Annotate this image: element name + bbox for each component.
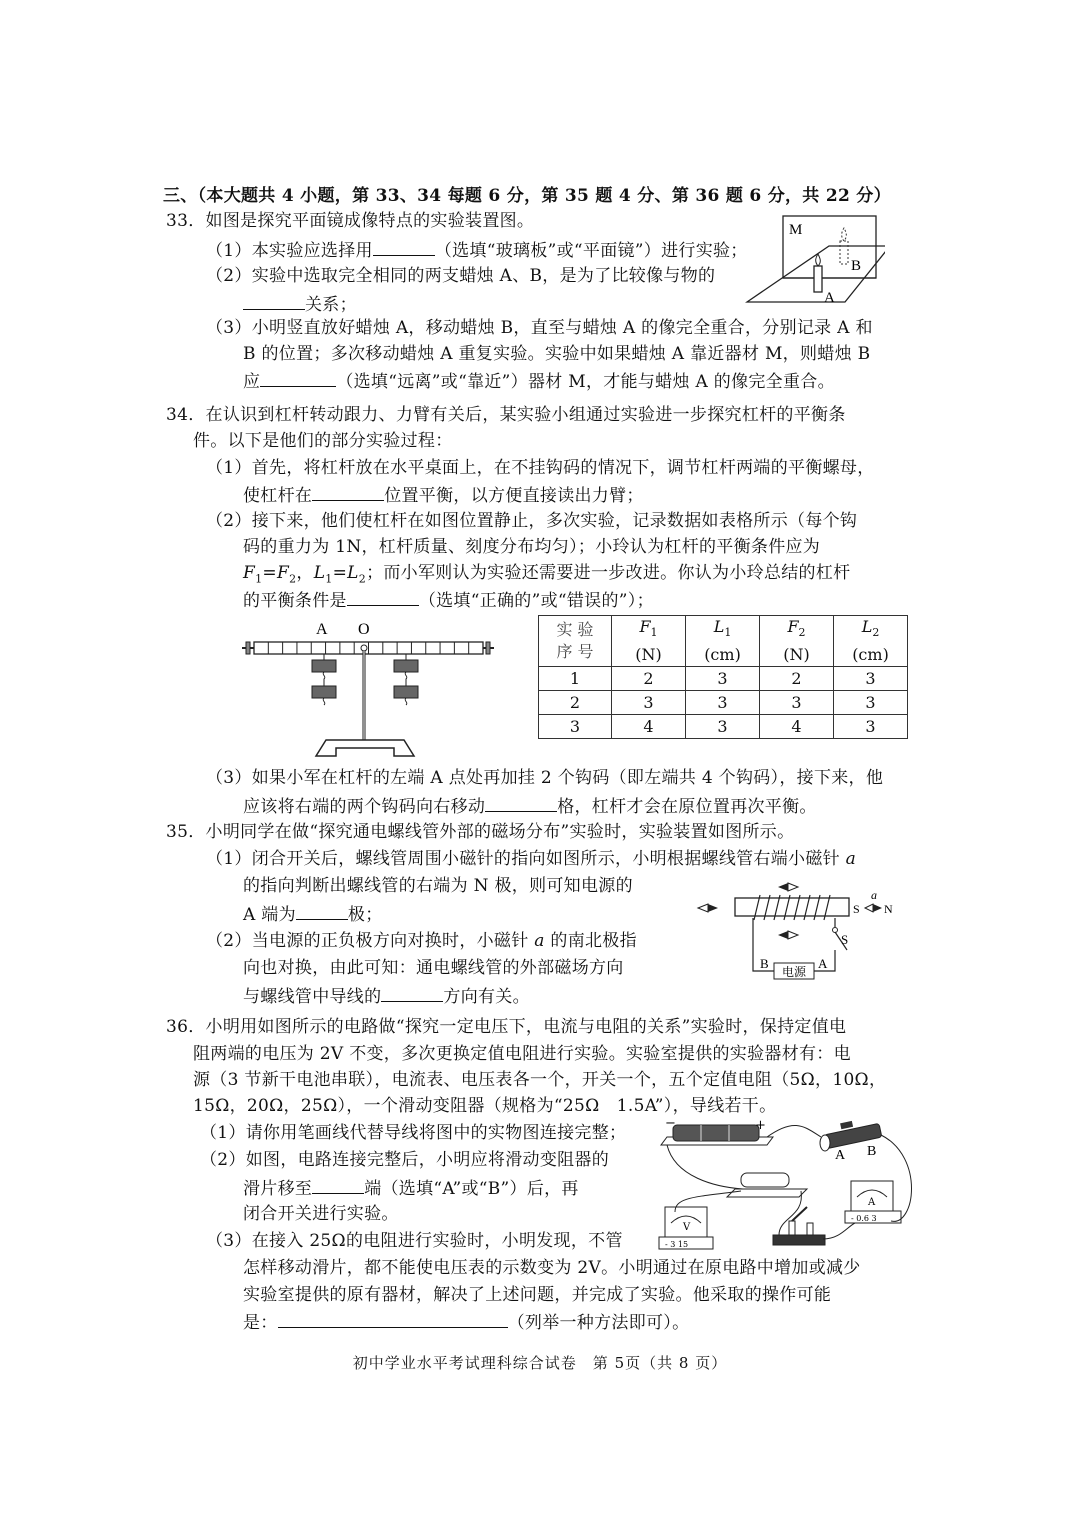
fixed-resistor <box>741 1173 789 1187</box>
header-cell: 实 验 序 号 <box>539 616 612 667</box>
q34-stem-line2: 件。以下是他们的部分实验过程： <box>193 431 453 451</box>
solenoid-core <box>735 898 849 916</box>
label-s-pole: S <box>853 902 860 916</box>
svg-text:A: A <box>868 1197 876 1208</box>
sliding-rheostat <box>820 1121 882 1163</box>
q33-part2-line2: 关系； <box>243 291 357 317</box>
label-needle-a: a <box>871 888 877 902</box>
table-row: 3 4 3 4 3 <box>539 715 908 739</box>
q35-stem: 35．小明同学在做“探究通电螺线管外部的磁场分布”实验时，实验装置如图所示。 <box>166 822 795 842</box>
left-weights <box>312 654 336 705</box>
q33-part3-line3: 应 （选填“远离”或“靠近”）器材 M，才能与蜡烛 A 的像完全重合。 <box>243 368 835 394</box>
candle-a <box>814 266 822 292</box>
q34-part1-line2: 使杠杆在 位置平衡，以方便直接读出力臂； <box>243 482 644 508</box>
knife-switch <box>773 1207 825 1245</box>
lever-stand-base <box>316 740 414 756</box>
q36-line4: 15Ω，20Ω，25Ω），一个滑动变阻器（规格为“25Ω 1.5A”），导线若干。 <box>193 1096 777 1116</box>
switch-pivot <box>833 928 838 933</box>
q36-answer-blank-1[interactable] <box>312 1175 364 1194</box>
q36-line2: 阻两端的电压为 2V 不变，多次更换定值电阻进行实验。实验室提供的实验器材有：电 <box>193 1044 851 1064</box>
q35-part1-line1: （1）闭合开关后，螺线管周围小磁针的指向如图所示，小明根据螺线管右端小磁针 a <box>206 849 857 869</box>
label-m: M <box>789 222 803 238</box>
lever-data-table <box>538 615 908 739</box>
q35-answer-blank-2[interactable] <box>381 983 443 1002</box>
svg-text:- 3 15: - 3 15 <box>665 1240 689 1249</box>
rheostat-label-a: A <box>835 1148 846 1163</box>
candle-b <box>840 241 848 264</box>
q36-part2-line2: 滑片移至 端（选填“A”或“B”）后，再 <box>243 1175 579 1201</box>
q34-part2-line1: （2）接下来，他们使杠杆在如图位置静止，多次实验，记录数据如表格所示（每个钩 <box>206 511 858 531</box>
q34-part3-line2: 应该将右端的两个钩码向右移动 格，杠杆才会在原位置再次平衡。 <box>243 793 817 819</box>
candle-a-flame <box>816 254 821 266</box>
label-switch: S <box>841 932 849 947</box>
q33-part1: （1）本实验应选择用 （选填“玻璃板”或“平面镜”）进行实验； <box>206 237 748 263</box>
svg-text:V: V <box>683 1222 691 1233</box>
q35-part1-line2: 的指向判断出螺线管的右端为 N 极，则可知电源的 <box>243 876 633 896</box>
q36-part2-line3: 闭合开关进行实验。 <box>243 1204 399 1224</box>
battery-minus: − <box>665 1117 676 1131</box>
q33-part2: （2）实验中选取完全相同的两支蜡烛 A、B，是为了比较像与物的 <box>206 266 716 286</box>
q33-part3-line2: B 的位置；多次移动蜡烛 A 重复实验。实验中如果蜡烛 A 靠近器材 M，则蜡烛 B <box>243 344 871 364</box>
ammeter <box>845 1181 901 1223</box>
q33-answer-blank-1[interactable] <box>373 237 435 256</box>
header-cell: $F_2$ (N) <box>760 616 834 667</box>
label-b-end: B <box>760 956 769 971</box>
table-header-row <box>539 616 908 667</box>
q36-part1: （1）请你用笔画线代替导线将图中的实物图连接完整； <box>200 1123 627 1143</box>
resistor-base <box>727 1189 807 1197</box>
header-cell: $F_1$ (N) <box>612 616 686 667</box>
lever-bar <box>254 642 483 654</box>
label-o: O <box>358 621 370 638</box>
q34-part1-line1: （1）首先，将杠杆放在水平桌面上，在不挂钩码的情况下，调节杠杆两端的平衡螺母， <box>206 458 875 478</box>
q34-part2-line3: $F_1=F_2$，$L_1=L_2$；而小军则认为实验还需要进一步改进。你认为小玲总结的杠杆 <box>243 563 851 586</box>
label-a: A <box>316 621 328 638</box>
q35-part2-line3: 与螺线管中导线的 方向有关。 <box>243 983 530 1009</box>
q36-part2-line1: （2）如图，电路连接完整后，小明应将滑动变阻器的 <box>200 1150 610 1170</box>
q36-part3-line1: （3）在接入 25Ω的电阻进行实验时，小明发现，不管 <box>206 1231 623 1251</box>
rheostat-label-b: B <box>867 1144 877 1159</box>
label-b: B <box>851 258 862 274</box>
q34-part2-line4: 的平衡条件是 （选填“正确的”或“错误的”）； <box>243 587 654 613</box>
lever-figure <box>238 618 498 758</box>
q33-part3-line1: （3）小明竖直放好蜡烛 A，移动蜡烛 B，直至与蜡烛 A 的像完全重合，分别记录 A 和 <box>206 318 873 338</box>
q36-line1: 36．小明用如图所示的电路做“探究一定电压下，电流与电阻的关系”实验时，保持定值电 <box>166 1017 847 1037</box>
label-a-end: A <box>818 956 828 971</box>
q33-answer-blank-3[interactable] <box>260 368 336 387</box>
svg-text:- 0.6 3: - 0.6 3 <box>851 1214 877 1223</box>
table-row: 2 3 3 3 3 <box>539 691 908 715</box>
header-cell: $L_2$ (cm) <box>834 616 908 667</box>
q34-answer-blank-3[interactable] <box>485 793 557 812</box>
label-a: A <box>824 290 835 306</box>
table-row: 1 2 3 2 3 <box>539 667 908 691</box>
power-label: 电源 <box>781 965 807 979</box>
right-weights <box>394 654 418 705</box>
battery-cells <box>673 1125 759 1141</box>
section-heading: 三、（本大题共 4 小题，第 33、34 每题 6 分，第 35 题 4 分、第 36 题 6 分，共 22 分） <box>163 186 891 206</box>
battery-plus: + <box>755 1118 766 1133</box>
q34-answer-blank-2[interactable] <box>347 587 419 606</box>
q33-stem: 33．如图是探究平面镜成像特点的实验装置图。 <box>166 211 535 231</box>
plane-mirror-figure <box>745 214 885 306</box>
q36-part3-line2: 怎样移动滑片，都不能使电压表的示数变为 2V。小明通过在原电路中增加或减少 <box>243 1258 861 1278</box>
q34-answer-blank-1[interactable] <box>312 482 384 501</box>
q35-answer-blank-1[interactable] <box>296 901 348 920</box>
header-cell: $L_1$ (cm) <box>686 616 760 667</box>
q34-part3-line1: （3）如果小军在杠杆的左端 A 点处再加挂 2 个钩码（即左端共 4 个钩码），接下来，他 <box>206 768 884 788</box>
page-footer: 初中学业水平考试理科综合试卷 第 5页（共 8 页） <box>352 1354 728 1372</box>
circuit-figure <box>655 1117 920 1253</box>
q36-line3: 源（3 节新干电池串联），电流表、电压表各一个，开关一个，五个定值电阻（5Ω，10Ω， <box>193 1070 887 1090</box>
q36-answer-blank-2[interactable] <box>278 1309 508 1328</box>
voltmeter <box>659 1207 713 1249</box>
q34-part2-line2: 码的重力为 1N，杠杆质量、刻度分布均匀）；小玲认为杠杆的平衡条件应为 <box>243 537 821 557</box>
q36-part3-line4: 是： （列举一种方法即可）。 <box>243 1309 689 1335</box>
solenoid-figure <box>690 880 920 980</box>
label-n-pole: N <box>884 902 893 916</box>
q35-part2-line1: （2）当电源的正负极方向对换时，小磁针 a 的南北极指 <box>206 931 637 951</box>
q35-part1-line3: A 端为 极； <box>243 901 383 927</box>
q33-answer-blank-2[interactable] <box>243 291 305 310</box>
q36-part3-line3: 实验室提供的原有器材，解决了上述问题，并完成了实验。他采取的操作可能 <box>243 1285 832 1305</box>
candle-b-flame <box>842 228 847 241</box>
q35-part2-line2: 向也对换，由此可知：通电螺线管的外部磁场方向 <box>243 958 624 978</box>
q34-stem-line1: 34．在认识到杠杆转动跟力、力臂有关后，某实验小组通过实验进一步探究杠杆的平衡条 <box>166 405 846 425</box>
formula: $F_1=F_2$，$L_1=L_2$ <box>243 563 367 586</box>
